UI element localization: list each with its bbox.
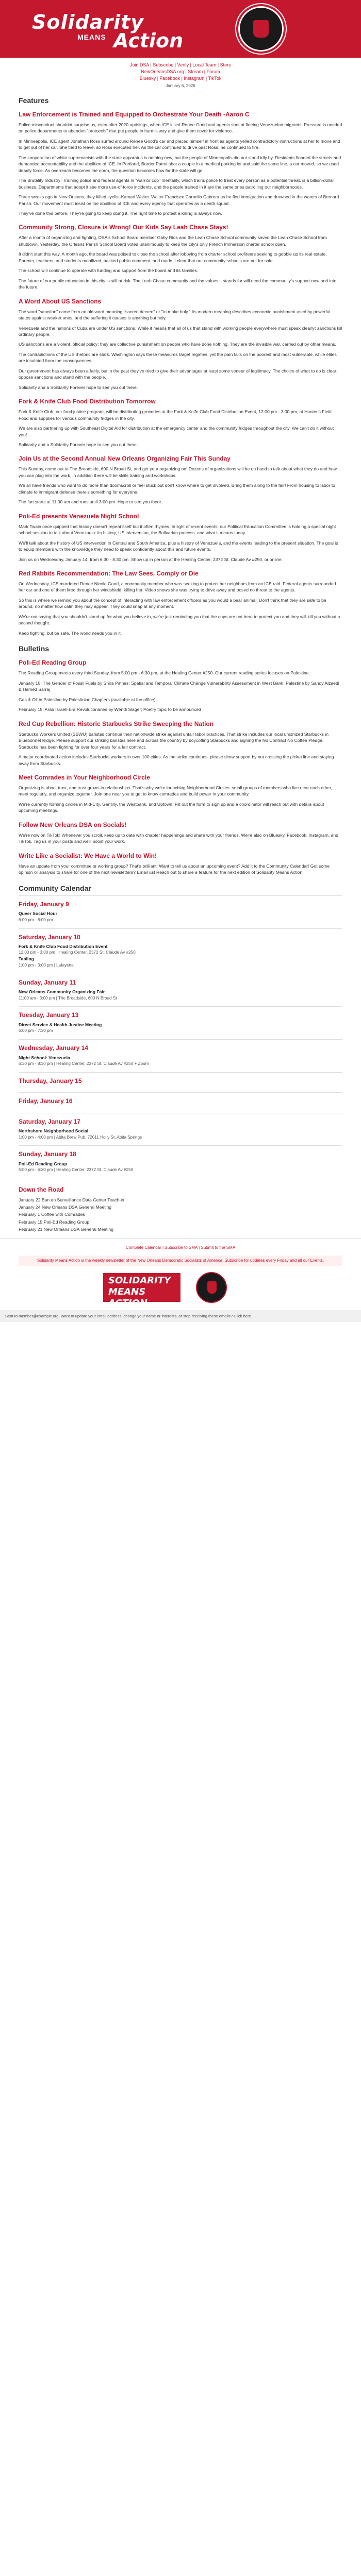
article-paragraph: Solidarity and a Solidarity Forever hope to see you out there. — [19, 442, 138, 447]
event-name: Direct Service & Health Justice Meeting — [19, 1022, 102, 1027]
bulletins-list — [19, 659, 342, 875]
bulletin-paragraph: Gas & Oil in Palestine by Palestinian Chapters (available at the office) — [19, 697, 156, 702]
calendar-day-title: Tuesday, January 13 — [19, 1011, 79, 1019]
article — [19, 224, 342, 290]
event-detail: 6:00 pm - 8:00 pm — [19, 917, 53, 922]
masthead-banner — [0, 0, 361, 58]
top-links-row-2[interactable]: NewOrleansDSA.org | Stream | Forum — [141, 69, 220, 75]
article-paragraph: We all have friends who want to do more than doomscroll or feel stuck but don't know where to get involved. Bring them along to the fair! From housing to labor to climate to immigrant defense there's something for everyone. — [19, 483, 335, 495]
article-paragraph: Solidarity and a Solidarity Forever hope to see you out there. — [19, 384, 138, 390]
road-item[interactable]: January 22 Ban on Surveillance Data Center Teach-in — [19, 1197, 124, 1202]
article-paragraph: The word "sanction" came from an old word meaning "sacred decree" or "to make holy." Its modern meaning describes economic punishment used by powerful states against weaker ones, and the suffering it causes is anything but holy. — [19, 309, 331, 321]
calendar-day-title: Saturday, January 10 — [19, 933, 80, 941]
article-title: Red Rabbits Recommendation: The Law Sees, Comply or Die — [19, 569, 199, 577]
article-title: Fork & Knife Club Food Distribution Tomorrow — [19, 398, 156, 405]
article-paragraph: We are also partnering up with Southeast Digital Aid for distribution at the emergency center and the community fridges throughout the city. We can't do it without you! — [19, 426, 334, 437]
road-item[interactable]: February 21 New Orleans DSA General Meeting — [19, 1227, 113, 1232]
bulletin-title: Follow New Orleans DSA on Socials! — [19, 821, 127, 828]
brand-solidarity: Solidarity — [32, 11, 144, 33]
calendar-day-title: Sunday, January 11 — [19, 978, 76, 986]
article — [19, 111, 342, 216]
article-paragraph: The fun starts at 11:00 am and runs until 3:00 pm. Hope to see you there. — [19, 499, 162, 505]
bulletins-heading: Bulletins — [19, 645, 50, 653]
event-detail: 5:00 pm - 6:30 pm | Healing Center, 2372 St. Claude Av #250 — [19, 1167, 134, 1173]
event-detail: 1:00 pm - 4:00 pm | Abita Brew Pub, 72011 Holly St, Abita Springs — [19, 1134, 142, 1140]
footer-brand-logo: SOLIDARITY MEANS ACTION — [103, 1273, 180, 1302]
calendar-event[interactable] — [19, 1161, 342, 1173]
calendar-day — [19, 1113, 342, 1146]
article-paragraph: This Sunday, come out to The Broadside, 600 N Broad St, and get your organizing on! Dozens of organizations will be on hand to talk about what they do and how you can plug into the work, in addition there will be skills training and workshops. — [19, 466, 337, 478]
issue-date: January 6, 2026 — [166, 83, 195, 89]
calendar-day-title: Friday, January 9 — [19, 900, 69, 908]
article-paragraph: So this is where we remind you about the concept of interacting with law enforcement officers as you would a bear animal. Don't think that they are safe to be around, no matter how calm they may appear. They could snap at any moment. — [19, 597, 326, 609]
down-the-road — [19, 1185, 342, 1233]
article-title: Community Strong, Closure is Wrong! Our Kids Say Leah Chase Stays! — [19, 224, 228, 231]
calendar-event[interactable] — [19, 989, 342, 1001]
calendar-day — [19, 895, 342, 928]
article-paragraph: In Minneapolis, ICE agent Jonathan Ross surfed around Renee Good's car and placed himself in front as agents yelled contradictory instructions at her to move and to get out of her car. She tried to leave, so Ross executed her. As the car continued to drive past Ross, he continued to fire. — [19, 138, 340, 150]
article-paragraph: Keep fighting, but be safe. The world needs you in it. — [19, 630, 122, 636]
brand-action: Action — [113, 29, 184, 52]
top-links-row-3[interactable]: Bluesky | Facebook | Instagram | TikTok — [139, 76, 222, 81]
article-paragraph: After a month of organizing and fighting, DSA's School Board member Gaby Rios and the Leah Chase School community saved the Leah Chase School from shutdown. Yesterday, the Orleans Parish School Board voted unanimously to keep the city's only French Immersion charter school open. — [19, 235, 327, 247]
footer-logos — [0, 1270, 361, 1309]
event-name: Night School: Venezuela — [19, 1055, 70, 1060]
calendar-day-title: Thursday, January 15 — [19, 1077, 82, 1084]
article-paragraph: Our government has always been a fairly, but in the past they've tried to give their advantages at least some veneer of legitimacy. The choice of what to do is clear: oppose sanctions and stand with the people. — [19, 368, 338, 380]
calendar-event[interactable] — [19, 1128, 342, 1140]
bulletin-title: Write Like a Socialist: We Have a World to Win! — [19, 852, 157, 859]
road-item[interactable]: February 15 Poli-Ed Reading Group — [19, 1219, 90, 1225]
features-heading: Features — [19, 96, 49, 105]
article-paragraph: Fork & Knife Club, our food justice program, will be distributing groceries at the Fork & Knife Club Food Distribution Event, 12:00 pm - 3:00 pm, at Hunter's Field. Food and supplies for various community fridges in the city. — [19, 409, 333, 421]
calendar-day — [19, 974, 342, 1007]
bulletin-paragraph: We're now on TikTok! Whenever you scroll, keep up to date with chapter happenings and share with your friends. We're also on Bluesky, Facebook, Instagram, and TikTok. Tag us in your posts and we'll boost your work. — [19, 832, 338, 844]
article-paragraph: The cooperation of white supremacists with the state apparatus is nothing new, but the people of Minneapolis did not stand idly by. Residents flooded the streets and demanded accountability and the abolition of ICE. In Portland, Border Patrol shot a couple in a medical parking lot and said the same line, a car moved, so we used deadly force. As overreach becomes the norm, the question becomes how far the state will go. — [19, 155, 341, 173]
article-paragraph: Three weeks ago in New Orleans, they killed cyclist-Kamari Walter. Walter Francisco Cornelio Cabrera as he fled immigration and drowned in the waters of Bernard Parish. Our movement must insist on the abolition of ICE and every agency that operates as a death squad. — [19, 194, 339, 206]
calendar-list — [19, 895, 342, 1178]
article-title: A Word About US Sanctions — [19, 297, 102, 305]
bulletin-paragraph: We're currently forming circles in Mid-City, Gentilly, the Westbank, and Uptown. Fill out the form to sign up and a coordinator will reach out with details about upcoming meetings. — [19, 801, 324, 814]
calendar-day — [19, 928, 342, 974]
article — [19, 455, 342, 505]
articles-list — [19, 111, 342, 636]
bulletin-title: Meet Comrades in Your Neighborhood Circle — [19, 773, 150, 781]
event-detail: 6:30 pm - 8:30 pm | Healing Center, 2372 St. Claude Av #250 + Zoom — [19, 1061, 149, 1066]
calendar-day — [19, 1145, 342, 1178]
article-title: Law Enforcement is Trained and Equipped to Orchestrate Your Death -Aaron C — [19, 111, 250, 118]
event-name: Tabling — [19, 956, 34, 962]
calendar-day-title: Wednesday, January 14 — [19, 1044, 88, 1052]
road-heading: Down the Road — [19, 1186, 64, 1194]
calendar-day-title: Sunday, January 18 — [19, 1150, 76, 1158]
article-paragraph: The Brutality Industry: Training police and federal agents in "warrior cop" mentality, which trains police to treat every person as a potential threat, is a billion-dollar business. Departments that adopt it see more use-of-force incidents, and the people trained in it are the same ones patrolling our neighborhoods. — [19, 178, 334, 190]
article-paragraph: It didn't start this way. A month ago, the board was poised to close the school after lobbying from charter school profiteers seeking to gobble up its real estate. Parents, teachers, and students mobilized, packed public comment, and made it clear that our community schools are not for sale. — [19, 251, 327, 263]
content-body — [0, 95, 361, 1233]
calendar-event[interactable] — [19, 956, 342, 968]
bulletin — [19, 774, 342, 814]
bulletin-title: Red Cup Rebellion: Historic Starbucks Strike Sweeping the Nation — [19, 720, 214, 727]
calendar-day — [19, 1092, 342, 1112]
calendar-event[interactable] — [19, 943, 342, 956]
event-name: Queer Social Hour — [19, 911, 57, 917]
bulletin-paragraph: The Reading Group meets every third Sunday, from 5:00 pm - 6:30 pm, at the Healing Center #250. Our current reading series focuses on Palestine. — [19, 670, 310, 676]
calendar-event[interactable] — [19, 1022, 342, 1034]
article — [19, 298, 342, 391]
article-title: Poli-Ed presents Venezuela Night School — [19, 512, 139, 520]
road-item[interactable]: January 24 New Orleans DSA General Meeting — [19, 1205, 112, 1210]
calendar-event[interactable] — [19, 910, 342, 923]
event-name: New Orleans Community Organizing Fair — [19, 989, 105, 995]
calendar-event[interactable] — [19, 1055, 342, 1067]
article-paragraph: The contradictions of the US rhetoric are stark. Washington says these measures target regimes, yet the pain falls on the poorest and most vulnerable, while elites are insulated from the consequences. — [19, 351, 337, 364]
event-name: Fork & Knife Club Food Distribution Event — [19, 944, 108, 950]
calendar-day — [19, 1072, 342, 1092]
event-detail: 6:00 pm - 7:30 pm — [19, 1028, 53, 1033]
article-paragraph: Venezuela and the nations of Cuba are under US sanctions. While it means that all of us that stand with working people everywhere must speak clearly: sanctions kill ordinary people. — [19, 325, 342, 337]
article-paragraph: On Wednesday, ICE murdered Renee Nicole Good, a community member who was seeking to protect her neighbors from an ICE raid. Federal agents surrounded her car and one of them fired through her windshield, killing her. Video shows she was trying to drive away and posed no threat to the agents. — [19, 581, 336, 593]
calendar-day-title: Saturday, January 17 — [19, 1117, 80, 1125]
event-detail: 1:00 pm - 3:00 pm | Lafayette — [19, 962, 74, 968]
bulletin-paragraph: Have an update from your committee or working group? That's brilliant! Want to tell us about an upcoming event? Add it to the Community Calendar! Got some opinion or analysis to share for one of the next newsletters? Email us! Reach out to share a feature for the next edition of Solidarity Means Action. — [19, 863, 330, 875]
article-paragraph: Join us on Wednesday, January 14, from 6:30 - 8:30 pm. Show up in person at the Healing Center, 2372 St. Claude Av #250, or online. — [19, 556, 283, 562]
bulletin-paragraph: Organizing is about trust, and trust grows in relationships. That's why we're launching Neighborhood Circles: small groups of members who live near each other, meet regularly, and organize together. Join one near you to get to know comrades and build power in your community. — [19, 785, 332, 797]
article-paragraph: We'll talk about the history of US intervention in Central and South America, plus a history of Venezuela, and the events leading to the present situation. The goal is to equip members with the knowledge they need to speak confidently about this and future events. — [19, 540, 338, 552]
event-name: Poli-Ed Reading Group — [19, 1161, 68, 1166]
bulletin — [19, 659, 342, 713]
bulletin — [19, 852, 342, 876]
calendar-day — [19, 1039, 342, 1072]
bulletin-paragraph: Starbucks Workers United (SBWU) baristas continue their nationwide strike against unfair labor practices. That strike includes our local unionized Starbucks in Bluebonnet Ridge. Please support our striking baristas here and across the country by boycotting Starbucks and signing the No Contract No Coffee Pledge. Starbucks has been fighting for over four years for a fair contract. — [19, 731, 329, 750]
calendar-day-title: Friday, January 16 — [19, 1097, 73, 1105]
bulletin-title: Poli-Ed Reading Group — [19, 659, 87, 667]
bulletin — [19, 720, 342, 767]
footer-notice: Solidarity Means Action is the weekly newsletter of the New Orleans Democratic Socialists of America. Subscribe for updates every Friday and all our Events. — [19, 1256, 342, 1266]
article — [19, 398, 342, 448]
event-detail: 11:00 am - 3:00 pm | The Broadside, 600 N Broad St — [19, 995, 117, 1001]
road-list — [19, 1197, 342, 1233]
article-paragraph: The school will continue to operate with funding and support from the board and its families. — [19, 268, 199, 274]
dsa-seal-icon — [238, 6, 284, 52]
event-name: Northshore Neighborhood Social — [19, 1128, 89, 1134]
article — [19, 513, 342, 563]
top-links — [0, 58, 361, 83]
brand-means: MEANS — [77, 33, 106, 41]
bulletin-paragraph: February 15: Arab Israeli-Era Revolutionaries by Wendi Slager; Poetry topic to be announced — [19, 707, 201, 713]
calendar-day — [19, 1006, 342, 1039]
footer-seal-icon — [196, 1272, 227, 1303]
footer-links-text[interactable]: Complete Calendar | Subscribe to SMA | Submit to the SMA — [125, 1245, 236, 1250]
bulletin-paragraph: A major coordinated action includes Starbucks workers in over 100 cities. As the strike continues, please show support by not crossing the picket line and staying away from Starbucks. — [19, 754, 334, 766]
road-item[interactable]: February 1 Coffee with Comrades — [19, 1212, 85, 1217]
article-paragraph: Mark Twain once quipped that history doesn't repeat itself but it often rhymes. In light of recent events, our Political Education Committee is holding a special night school session to talk about Venezuela: its history, US intervention, the Bolivarian process, and what it means today. — [19, 523, 336, 536]
bulletin-paragraph: January 18: The Gender of Fossil Fuels by Shira Pinhas; Spatial and Temporal Climate Change Vulnerability Assessment in West Bank, Palestine by Sandy Alzaedi & Hamed Sarraj — [19, 680, 339, 692]
article-paragraph: They've done this before. They're going to keep doing it. The right time to protest a killing is always now. — [19, 211, 222, 216]
article-paragraph: US sanctions are a violent, official policy: they are collective punishment on people who have done nothing. They are the invisible war, carried out by other means. — [19, 342, 336, 347]
bulletin — [19, 821, 342, 845]
event-detail: 12:00 pm - 3:00 pm | Healing Center, 2372 St. Claude Av #250 — [19, 950, 136, 955]
top-links-row-1[interactable]: Join DSA | Subscribe | Verify | Local Team | Store — [129, 62, 232, 67]
unsubscribe-bar[interactable]: Sent to member@example.org. Want to update your email address, change your name or interests, or stop receiving these emails? Click here. — [0, 1310, 361, 1322]
article-title: Join Us at the Second Annual New Orleans Organizing Fair This Sunday — [19, 455, 231, 463]
calendar-heading: Community Calendar — [19, 884, 91, 892]
article-paragraph: We're not saying that you shouldn't stand up for what you believe in, we're just reminding you that the cops are not here to protect you and they will kill you without a second thought. — [19, 614, 340, 626]
article-paragraph: Police misconduct shouldnt surprise us, even after 2020 uprisings, when ICE killed Renee Good and agents shot at fleeing Venezuelan migrants. Pressure is needed on police departments to abandon "protocols" that put people in harm's way and give them cover for violence. — [19, 122, 342, 134]
footer-links — [0, 1238, 361, 1253]
article — [19, 570, 342, 636]
article-paragraph: The future of our public education in this city is still at risk. The Leah Chase community and the values it stands for will need the community's support now and into the future. — [19, 278, 337, 290]
